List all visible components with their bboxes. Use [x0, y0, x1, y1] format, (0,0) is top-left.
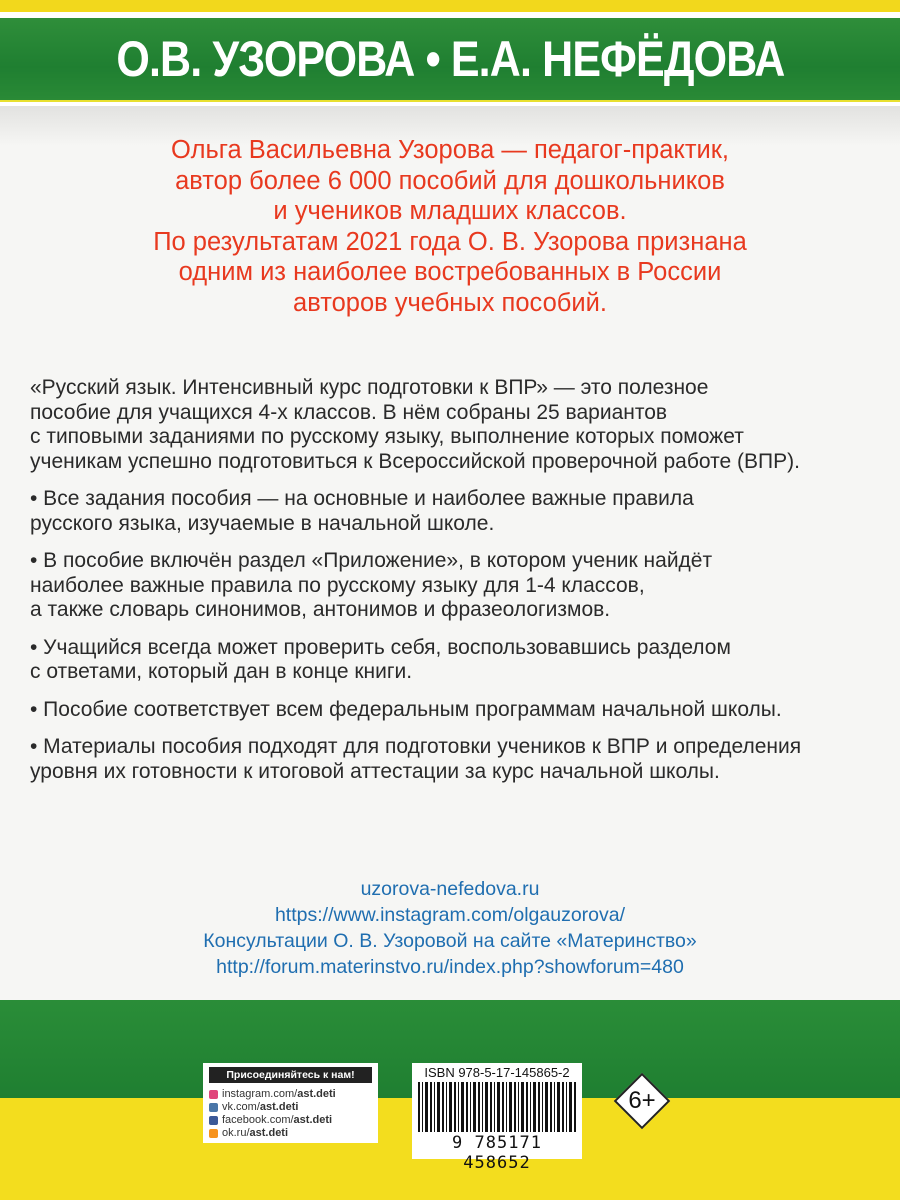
description-line: ученикам успешно подготовиться к Всероссийской проверочной работе (ВПР).: [30, 449, 800, 473]
social-link-text: [222, 1114, 332, 1127]
description-line: • Материалы пособия подходят для подготовки учеников к ВПР и определения: [30, 735, 802, 758]
social-link[interactable]: [209, 1088, 372, 1101]
description-line: • Все задания пособия — на основные и наиболее важные правила: [30, 487, 694, 510]
social-prefix: instagram.com/: [222, 1088, 298, 1100]
social-prefix: facebook.com/: [222, 1114, 294, 1126]
links-block: [0, 876, 900, 980]
social-title: Присоединяйтесь к нам!: [209, 1067, 372, 1083]
description-line: русского языка, изучаемые в начальной школе.: [30, 511, 495, 535]
social-box: [203, 1063, 378, 1143]
description-line: а также словарь синонимов, антонимов и фразеологизмов.: [30, 598, 611, 621]
facebook-icon: [209, 1116, 218, 1125]
link[interactable]: uzorova-nefedova.ru: [360, 878, 540, 900]
author-banner: [0, 18, 900, 100]
description-line: уровня их готовности к итоговой аттестации за курс начальной школы.: [30, 759, 720, 783]
description-line: с ответами, который дан в конце книги.: [30, 660, 413, 683]
social-handle: ast.deti: [259, 1101, 299, 1113]
isbn-barcode: [412, 1063, 582, 1173]
description-paragraph: [30, 636, 890, 685]
description-paragraph: [30, 376, 890, 474]
social-link-text: [222, 1088, 336, 1101]
social-handle: ast.deti: [297, 1088, 336, 1100]
about-line: Ольга Васильевна Узорова — педагог-практик,: [171, 136, 729, 164]
description-line: наиболее важные правила по русскому языку для 1-4 классов,: [30, 573, 645, 597]
top-yellow-stripe: [0, 0, 900, 12]
about-line: и учеников младших классов.: [273, 197, 627, 225]
description-line: «Русский язык. Интенсивный курс подготовки к ВПР» — это полезное: [30, 376, 709, 399]
barcode-number: 9 785171 458652: [452, 1133, 542, 1173]
link[interactable]: http://forum.materinstvo.ru/index.php?showforum=480: [216, 956, 684, 978]
consultation-text: Консультации О. В. Узоровой на сайте «Материнство»: [203, 930, 697, 952]
description-line: • Пособие соответствует всем федеральным программам начальной школы.: [30, 697, 782, 721]
description-line: • Учащийся всегда может проверить себя, воспользовавшись разделом: [30, 635, 731, 659]
about-line: авторов учебных пособий.: [293, 288, 607, 317]
social-link-text: [222, 1101, 298, 1114]
description-paragraph: [30, 735, 890, 784]
authors-title: О.В. УЗОРОВА • Е.А. НЕФЁДОВА: [115, 31, 785, 87]
social-handle: ast.deti: [293, 1114, 333, 1126]
social-link[interactable]: [209, 1127, 372, 1140]
social-handle: ast.deti: [249, 1127, 289, 1139]
instagram-icon: [209, 1090, 218, 1099]
description-line: с типовыми заданиями по русскому языку, выполнение которых поможет: [30, 425, 744, 448]
about-line: одним из наиболее востребованных в России: [178, 258, 722, 286]
social-link[interactable]: [209, 1114, 372, 1127]
age-rating-badge: [612, 1071, 672, 1131]
book-description: [30, 376, 890, 797]
social-link[interactable]: [209, 1101, 372, 1114]
author-about: [0, 135, 900, 318]
description-paragraph: [30, 487, 890, 536]
description-line: • В пособие включён раздел «Приложение», в котором ученик найдёт: [30, 549, 713, 572]
ok-icon: [209, 1129, 218, 1138]
link[interactable]: https://www.instagram.com/olgauzorova/: [274, 904, 626, 926]
vk-icon: [209, 1103, 218, 1112]
about-line: автор более 6 000 пособий для дошкольников: [175, 166, 725, 195]
social-prefix: ok.ru/: [222, 1127, 250, 1139]
social-link-text: [222, 1127, 288, 1140]
description-paragraph: [30, 549, 890, 623]
about-line: По результатам 2021 года О. В. Узорова признана: [153, 227, 747, 256]
isbn-label: ISBN 978-5-17-145865-2: [424, 1065, 570, 1080]
age-rating: 6+: [628, 1087, 656, 1114]
social-prefix: vk.com/: [222, 1101, 260, 1113]
barcode-icon: [418, 1082, 576, 1132]
description-line: пособие для учащихся 4-х классов. В нём собраны 25 вариантов: [30, 400, 668, 424]
description-paragraph: [30, 698, 890, 723]
